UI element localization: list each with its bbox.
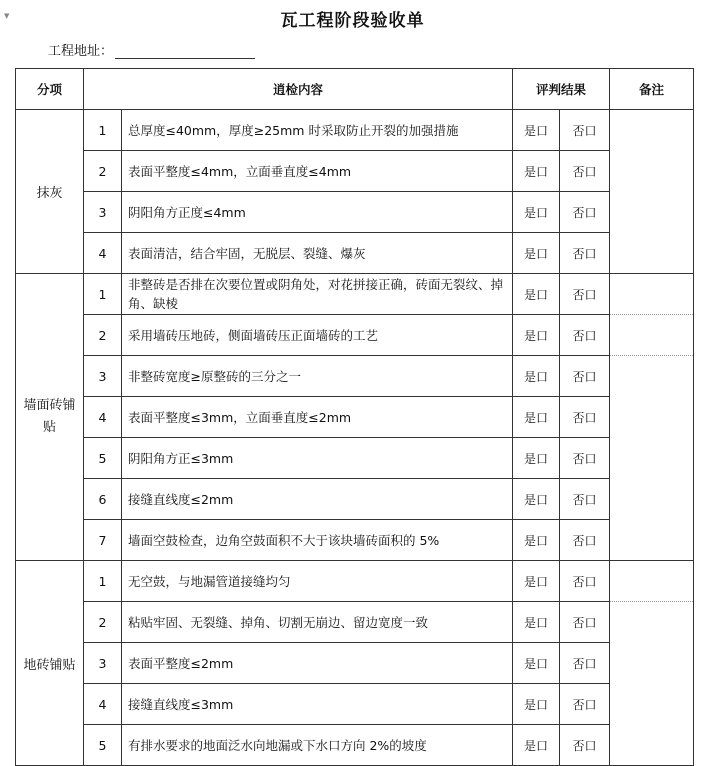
yes-checkbox[interactable]: 是口 [513,520,560,561]
no-checkbox[interactable]: 否口 [560,110,610,151]
item-text: 非整砖是否排在次要位置或阴角处，对花拼接正确，砖面无裂纹、掉角、缺棱 [122,274,513,315]
table-row [16,110,694,151]
note-cell[interactable] [610,725,694,766]
item-text: 表面清洁，结合牢固，无脱层、裂缝、爆灰 [122,233,513,274]
yes-checkbox[interactable]: 是口 [513,725,560,766]
yes-checkbox[interactable]: 是口 [513,315,560,356]
header-category: 分项 [16,69,84,110]
yes-checkbox[interactable]: 是口 [513,561,560,602]
yes-checkbox[interactable]: 是口 [513,602,560,643]
table-row [16,151,694,192]
note-cell[interactable] [610,315,694,356]
item-number: 2 [84,151,122,192]
item-text: 接缝直线度≤2mm [122,479,513,520]
note-cell[interactable] [610,274,694,315]
table-header-row [16,69,694,110]
no-checkbox[interactable]: 否口 [560,561,610,602]
yes-checkbox[interactable]: 是口 [513,397,560,438]
note-cell[interactable] [610,643,694,684]
yes-checkbox[interactable]: 是口 [513,356,560,397]
yes-checkbox[interactable]: 是口 [513,438,560,479]
item-number: 6 [84,479,122,520]
category-cell: 墙面砖铺贴 [16,274,84,561]
note-cell[interactable] [610,520,694,561]
note-cell[interactable] [610,684,694,725]
table-row [16,725,694,766]
no-checkbox[interactable]: 否口 [560,725,610,766]
item-text: 阴阳角方正度≤4mm [122,192,513,233]
header-note: 备注 [610,69,694,110]
no-checkbox[interactable]: 否口 [560,192,610,233]
note-cell[interactable] [610,233,694,274]
item-number: 5 [84,725,122,766]
table-row [16,520,694,561]
table-row [16,397,694,438]
table-body [16,110,694,766]
category-cell: 抹灰 [16,110,84,274]
table-row [16,274,694,315]
item-number: 7 [84,520,122,561]
item-number: 2 [84,315,122,356]
no-checkbox[interactable]: 否口 [560,315,610,356]
note-cell[interactable] [610,561,694,602]
table-row [16,192,694,233]
no-checkbox[interactable]: 否口 [560,602,610,643]
item-number: 4 [84,684,122,725]
table-row [16,315,694,356]
yes-checkbox[interactable]: 是口 [513,684,560,725]
table-row [16,479,694,520]
item-number: 5 [84,438,122,479]
yes-checkbox[interactable]: 是口 [513,151,560,192]
item-number: 3 [84,356,122,397]
note-cell[interactable] [610,110,694,151]
no-checkbox[interactable]: 否口 [560,520,610,561]
yes-checkbox[interactable]: 是口 [513,479,560,520]
no-checkbox[interactable]: 否口 [560,479,610,520]
item-number: 3 [84,192,122,233]
no-checkbox[interactable]: 否口 [560,438,610,479]
no-checkbox[interactable]: 否口 [560,397,610,438]
item-text: 非整砖宽度≥原整砖的三分之一 [122,356,513,397]
note-cell[interactable] [610,151,694,192]
address-input-line[interactable] [115,44,255,59]
note-cell[interactable] [610,192,694,233]
table-row [16,684,694,725]
yes-checkbox[interactable]: 是口 [513,110,560,151]
inspection-table [15,68,694,766]
yes-checkbox[interactable]: 是口 [513,643,560,684]
yes-checkbox[interactable]: 是口 [513,233,560,274]
yes-checkbox[interactable]: 是口 [513,274,560,315]
note-cell[interactable] [610,356,694,397]
address-label: 工程地址： [48,44,114,59]
address-field[interactable] [48,40,255,59]
no-checkbox[interactable]: 否口 [560,233,610,274]
no-checkbox[interactable]: 否口 [560,643,610,684]
no-checkbox[interactable]: 否口 [560,151,610,192]
item-text: 墙面空鼓检查，边角空鼓面积不大于该块墙砖面积的 5% [122,520,513,561]
no-checkbox[interactable]: 否口 [560,684,610,725]
table-row [16,233,694,274]
item-number: 2 [84,602,122,643]
item-number: 3 [84,643,122,684]
item-text: 接缝直线度≤3mm [122,684,513,725]
no-checkbox[interactable]: 否口 [560,274,610,315]
item-text: 采用墙砖压地砖，侧面墙砖压正面墙砖的工艺 [122,315,513,356]
item-number: 1 [84,110,122,151]
category-cell: 地砖铺贴 [16,561,84,766]
item-text: 阴阳角方正≤3mm [122,438,513,479]
item-text: 无空鼓，与地漏管道接缝均匀 [122,561,513,602]
item-text: 有排水要求的地面泛水向地漏或下水口方向 2%的坡度 [122,725,513,766]
item-text: 表面平整度≤4mm，立面垂直度≤4mm [122,151,513,192]
item-number: 1 [84,274,122,315]
item-text: 总厚度≤40mm，厚度≥25mm 时采取防止开裂的加强措施 [122,110,513,151]
table-row [16,602,694,643]
item-text: 粘贴牢固、无裂缝、掉角、切割无崩边、留边宽度一致 [122,602,513,643]
collapse-marker-icon: ▼ [4,12,10,20]
item-number: 4 [84,397,122,438]
note-cell[interactable] [610,479,694,520]
item-number: 4 [84,233,122,274]
table-row [16,561,694,602]
yes-checkbox[interactable]: 是口 [513,192,560,233]
item-text: 表面平整度≤2mm [122,643,513,684]
item-text: 表面平整度≤3mm，立面垂直度≤2mm [122,397,513,438]
table-row [16,438,694,479]
note-cell[interactable] [610,438,694,479]
note-cell[interactable] [610,602,694,643]
item-number: 1 [84,561,122,602]
note-cell[interactable] [610,397,694,438]
header-result: 评判结果 [513,69,610,110]
no-checkbox[interactable]: 否口 [560,356,610,397]
header-content: 逍检内容 [84,69,513,110]
table-row [16,643,694,684]
page-title: 瓦工程阶段验收单 [280,11,425,31]
table-row [16,356,694,397]
